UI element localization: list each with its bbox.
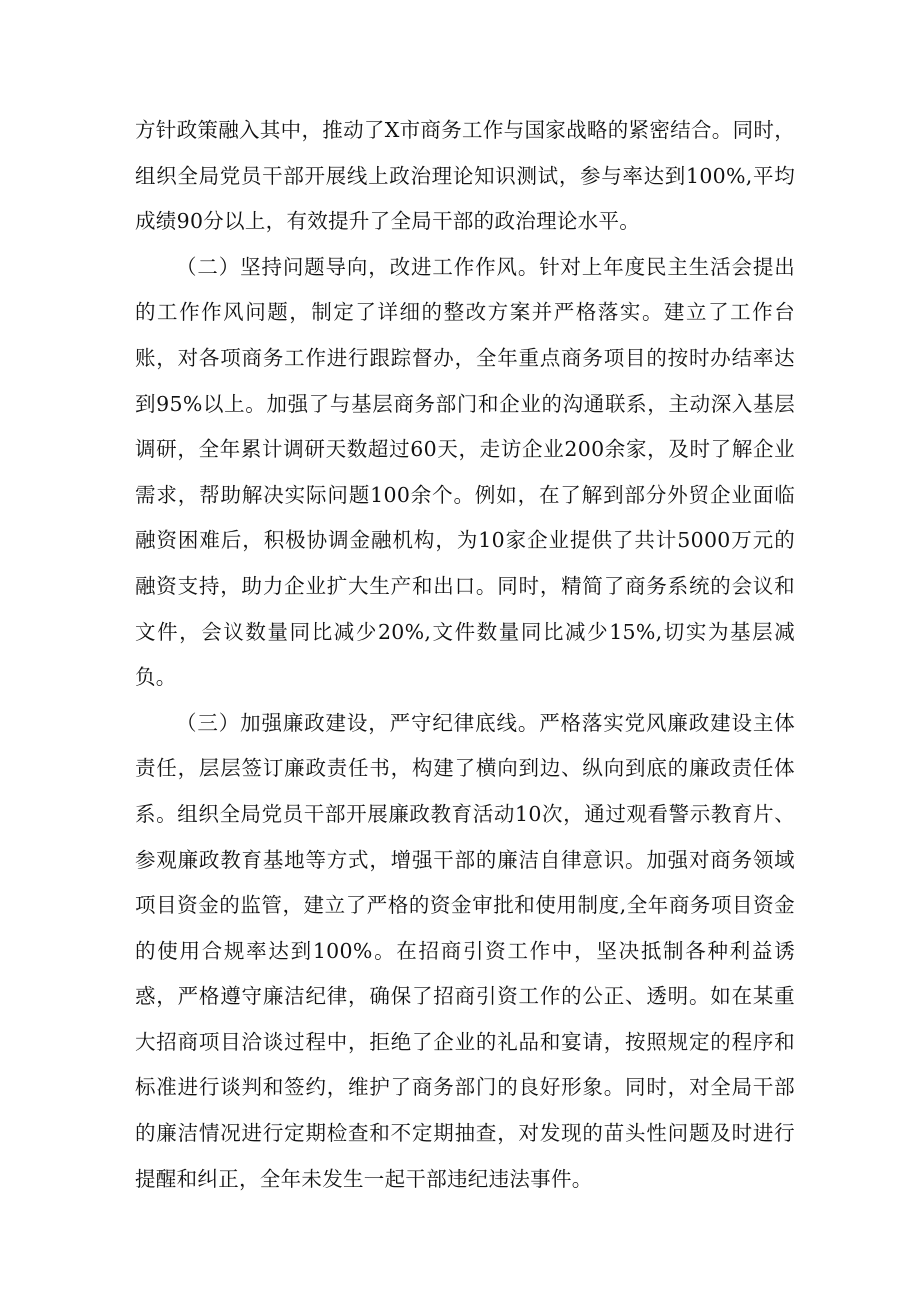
paragraph-policy-integration: 方针政策融入其中，推动了X市商务工作与国家战略的紧密结合。同时，组织全局党员干部开展线上政治理论知识测试，参与率达到100%,平均成绩90分以上，有效提升了全局干部的政治理论水平。 xyxy=(135,118,795,234)
paragraph-integrity-building: （三）加强廉政建设，严守纪律底线。严格落实党风廉政建设主体责任，层层签订廉政责任书，构建了横向到边、纵向到底的廉政责任体系。组织全局党员干部开展廉政教育活动10次，通过观看警示教育片、参观廉政教育基地等方式，增强干部的廉洁自律意识。加强对商务领域项目资金的监管，建立了严格的资金审批和使用制度,全年商务项目资金的使用合规率达到100%。在招商引资工作中，坚决抵制各种利益诱惑，严格遵守廉洁纪律，确保了招商引资工作的公正、透明。如在某重大招商项目洽谈过程中，拒绝了企业的礼品和宴请，按照规定的程序和标准进行谈判和签约，维护了商务部门的良好形象。同时，对全局干部的廉洁情况进行定期检查和不定期抽查，对发现的苗头性问题及时进行提醒和纠正，全年未发生一起干部违纪违法事件。 xyxy=(135,710,795,1191)
paragraph-work-style: （二）坚持问题导向，改进工作作风。针对上年度民主生活会提出的工作作风问题，制定了详细的整改方案并严格落实。建立了工作台账，对各项商务工作进行跟踪督办，全年重点商务项目的按时办结率达到95%以上。加强了与基层商务部门和企业的沟通联系，主动深入基层调研，全年累计调研天数超过60天，走访企业200余家，及时了解企业需求，帮助解决实际问题100余个。例如，在了解到部分外贸企业面临融资困难后，积极协调金融机构，为10家企业提供了共计5000万元的融资支持，助力企业扩大生产和出口。同时，精简了商务系统的会议和文件，会议数量同比减少20%,文件数量同比减少15%,切实为基层减负。 xyxy=(135,254,795,690)
document-body xyxy=(135,108,795,1202)
